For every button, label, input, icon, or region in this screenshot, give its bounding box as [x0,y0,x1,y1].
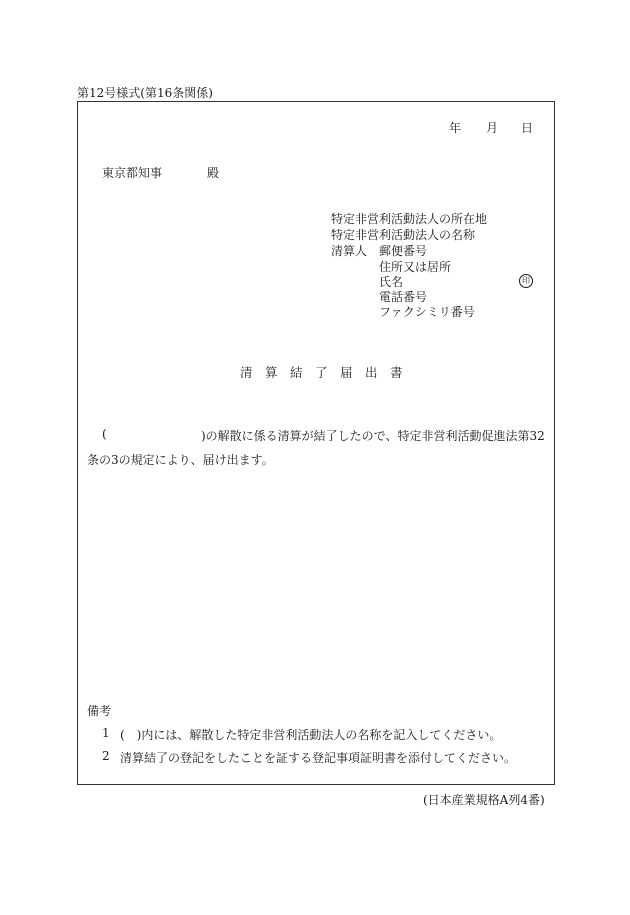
addressee-name: 東京都知事 [102,166,163,180]
note-2-text: 清算結了の登記をしたことを証する登記事項証明書を添付してください。 [120,751,517,765]
body-line-2: 条の3の規定により、届け出ます。 [87,453,274,467]
body-open-paren: ( [102,427,107,441]
addressee-honorific: 殿 [207,166,220,180]
date-month-label: 月 [486,121,499,135]
notes-heading: 備考 [87,704,112,718]
date-year-label: 年 [449,121,462,135]
note-1-text: ( )内には、解散した特定非営利活動法人の名称を記入してください。 [120,728,502,742]
applicant-name-label: 特定非営利活動法人の名称 [331,228,476,242]
note-1-number: 1 [102,726,110,740]
fax-label: ファクシミリ番号 [379,305,475,319]
paper-size-note: (日本産業規格A列4番) [423,793,545,807]
seal-mark [519,272,533,288]
seal-icon: 印 [519,274,533,288]
date-day-label: 日 [521,121,534,135]
document-title: 清 算 結 了 届 出 書 [240,365,403,380]
phone-label: 電話番号 [379,290,428,304]
applicant-location-label: 特定非営利活動法人の所在地 [331,212,488,226]
form-number: 第12号様式(第16条関係) [77,86,213,100]
note-2-number: 2 [102,749,110,763]
liquidator-label: 清算人 [331,244,368,258]
postal-code-label: 郵便番号 [379,244,428,258]
address-label: 住所又は居所 [379,260,452,274]
body-line-1: )の解散に係る清算が結了したので、特定非営利活動促進法第32 [201,429,545,443]
person-name-label: 氏名 [379,275,404,289]
